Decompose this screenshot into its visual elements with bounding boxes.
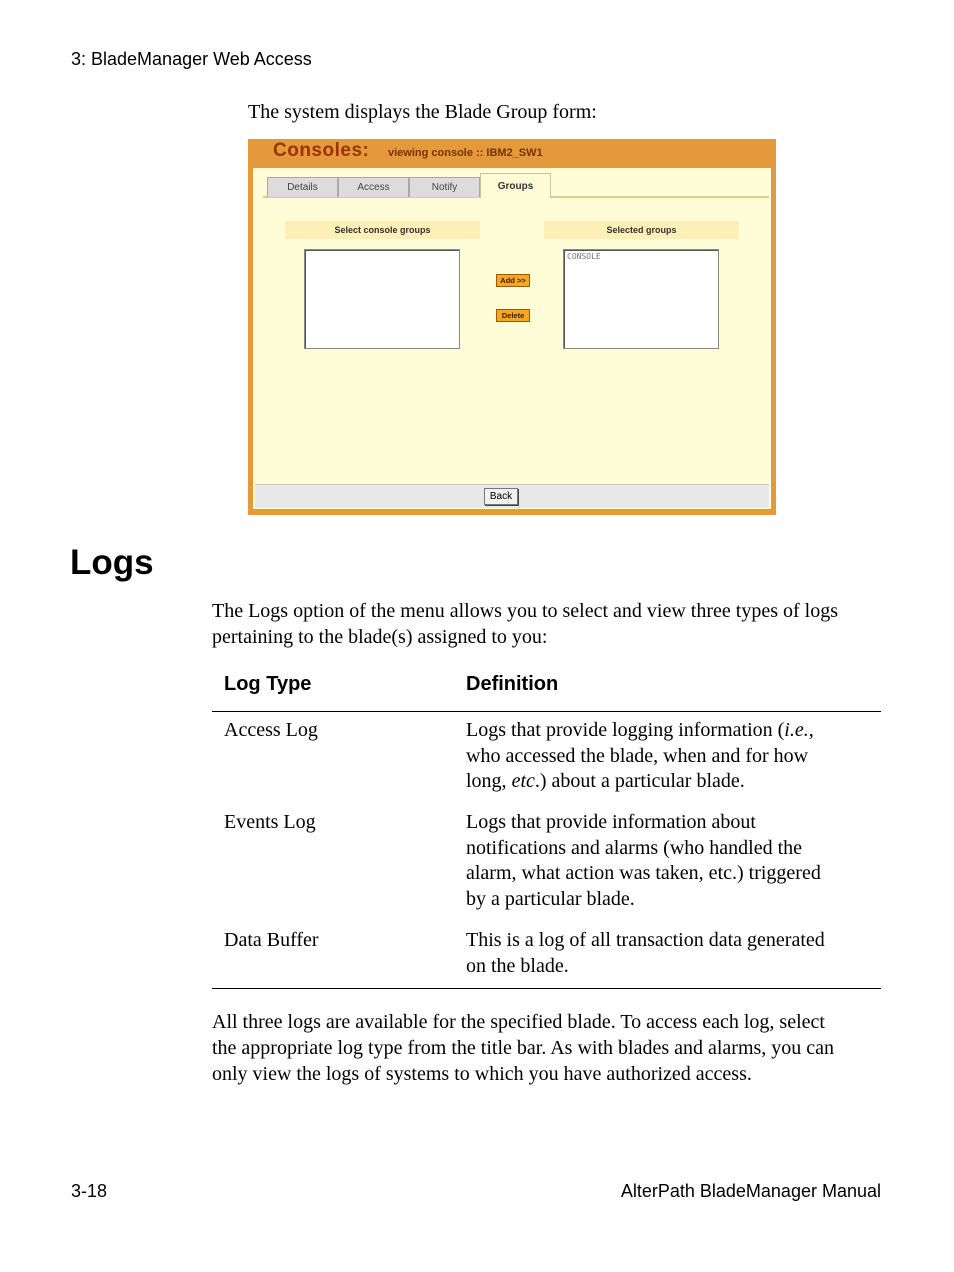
table-row-definition: Logs that provide information about notifications and alarms (who handled the alarm, what action was taken, etc.) triggered by a particular blade. [466,811,821,910]
back-button[interactable]: Back [484,488,518,505]
tab-notify[interactable]: Notify [409,177,480,197]
form-body [253,168,771,509]
blade-group-form-screenshot [248,139,776,515]
table-header-definition: Definition [466,673,559,695]
table-row-definition: Logs that provide logging information (i.e., who accessed the blade, when and for how long, etc.) about a particular blade. [466,719,814,792]
form-bottom-bar [255,484,769,508]
running-head: 3: BladeManager Web Access [71,49,312,69]
tab-access[interactable]: Access [338,177,409,197]
add-button[interactable]: Add >> [496,274,530,287]
table-row-type: Access Log [224,719,318,741]
tab-groups[interactable]: Groups [480,173,551,198]
logs-intro-paragraph: The Logs option of the menu allows you to select and view three types of logs pertaining to the blade(s) assigned to you: [212,600,838,648]
form-subtitle: viewing console :: IBM2_SW1 [388,147,543,159]
section-heading: Logs [70,543,154,582]
table-row-definition: This is a log of all transaction data generated on the blade. [466,929,825,977]
table-top-rule [212,711,881,712]
form-title: Consoles: [273,140,370,161]
table-row-type: Data Buffer [224,929,319,951]
table-header-log-type: Log Type [224,673,312,695]
table-row-type: Events Log [224,811,316,833]
select-console-groups-label: Select console groups [285,221,480,239]
selected-group-item[interactable]: CONSOLE [567,252,601,261]
selected-groups-label: Selected groups [544,221,739,239]
figure-intro-text: The system displays the Blade Group form: [248,101,597,123]
selected-groups-list[interactable] [563,249,719,349]
closing-paragraph: All three logs are available for the specified blade. To access each log, select the appropriate log type from the title bar. As with blades and alarms, you can only view the logs of systems to which you have authorized access. [212,1011,835,1085]
delete-button[interactable]: Delete [496,309,530,322]
tab-details[interactable]: Details [267,177,338,197]
available-groups-list[interactable] [304,249,460,349]
table-bottom-rule [212,988,881,989]
manual-title: AlterPath BladeManager Manual [620,1181,881,1201]
page-number: 3-18 [71,1181,108,1201]
